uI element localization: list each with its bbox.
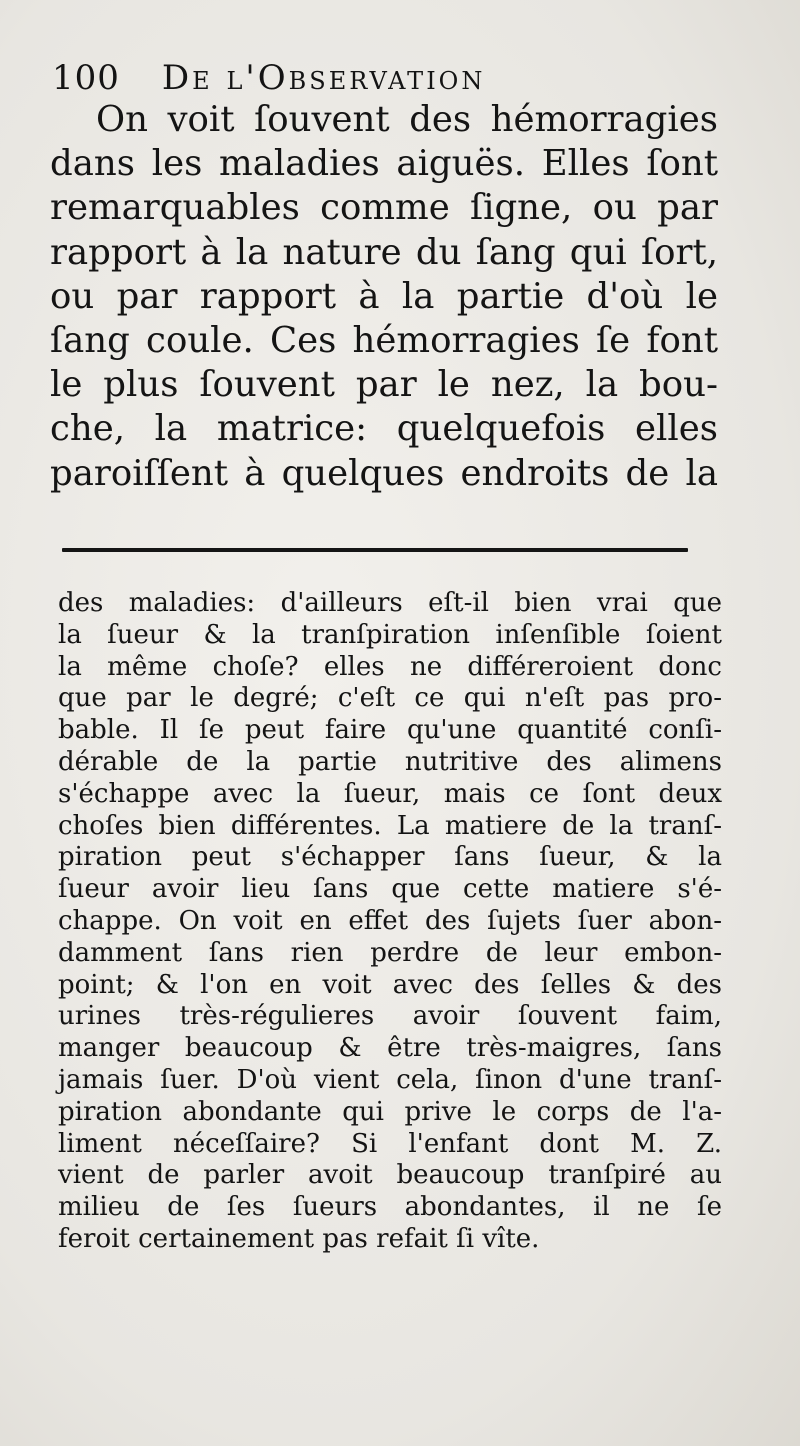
- footnote-line: chappe. On voit en effet des ſujets ſuer abon-: [58, 905, 722, 936]
- text-line: remarquables comme ſigne, ou par: [50, 187, 718, 229]
- footnote-text-block: [58, 588, 722, 1256]
- footnote-line: bable. Il ſe peut faire qu'une quantité conſi-: [58, 715, 722, 746]
- footnote-line: urines très-régulieres avoir ſouvent faim,: [58, 1001, 722, 1032]
- footnote-line: vient de parler avoit beaucoup tranſpiré au: [58, 1160, 722, 1191]
- text-line: ſang coule. Ces hémorragies ſe font: [50, 320, 718, 362]
- footnote-line: feroit certainement pas refait ſi vîte.: [58, 1223, 540, 1254]
- upper-text-block: [50, 98, 718, 496]
- footnote-line: la ſueur & la tranſpiration inſenſible ſoient: [58, 619, 722, 650]
- footnote-line: jamais ſuer. D'où vient cela, ſinon d'une tranſ-: [58, 1064, 722, 1095]
- footnote-line: dérable de la partie nutritive des alimens: [58, 746, 722, 777]
- footnote-line: damment ſans rien perdre de leur embon-: [58, 937, 722, 968]
- page-number: 100: [52, 58, 120, 98]
- text-line: ou par rapport à la partie d'où le: [50, 275, 718, 317]
- footnote-line: manger beaucoup & être très-maigres, ſans: [58, 1033, 722, 1064]
- text-line: rapport à la nature du ſang qui ſort,: [50, 231, 718, 273]
- footnote-line: choſes bien différentes. La matiere de la tranſ-: [58, 810, 722, 841]
- text-line: dans les maladies aiguës. Elles ſont: [50, 143, 718, 185]
- text-line: paroiſſent à quelques endroits de la: [50, 452, 718, 494]
- footnote-line: des maladies: d'ailleurs eſt-il bien vrai que: [58, 588, 722, 618]
- footnote-line: liment néceſſaire? Si l'enfant dont M. Z.: [58, 1128, 722, 1159]
- running-head: [52, 58, 612, 102]
- footnote-line: milieu de ſes ſueurs abondantes, il ne ſe: [58, 1192, 722, 1223]
- text-line: le plus ſouvent par le nez, la bou-: [50, 364, 718, 406]
- footnote-line: piration peut s'échapper ſans ſueur, & la: [58, 842, 722, 873]
- footnote-line: ſueur avoir lieu ſans que cette matiere s'é-: [58, 874, 722, 905]
- footnote-line: s'échappe avec la ſueur, mais ce ſont deux: [58, 778, 722, 809]
- footnote-line: point; & l'on en voit avec des ſelles & des: [58, 969, 722, 1000]
- footnote-line: la même choſe? elles ne différeroient donc: [58, 651, 722, 682]
- text-line: On voit ſouvent des hémorragies: [96, 99, 718, 140]
- running-title: De l'Observation: [161, 58, 486, 98]
- footnote-divider: [62, 548, 688, 552]
- text-line: che, la matrice: quelquefois elles: [50, 408, 718, 450]
- footnote-line: que par le degré; c'eſt ce qui n'eſt pas pro-: [58, 683, 722, 714]
- footnote-line: piration abondante qui prive le corps de l'a-: [58, 1096, 722, 1127]
